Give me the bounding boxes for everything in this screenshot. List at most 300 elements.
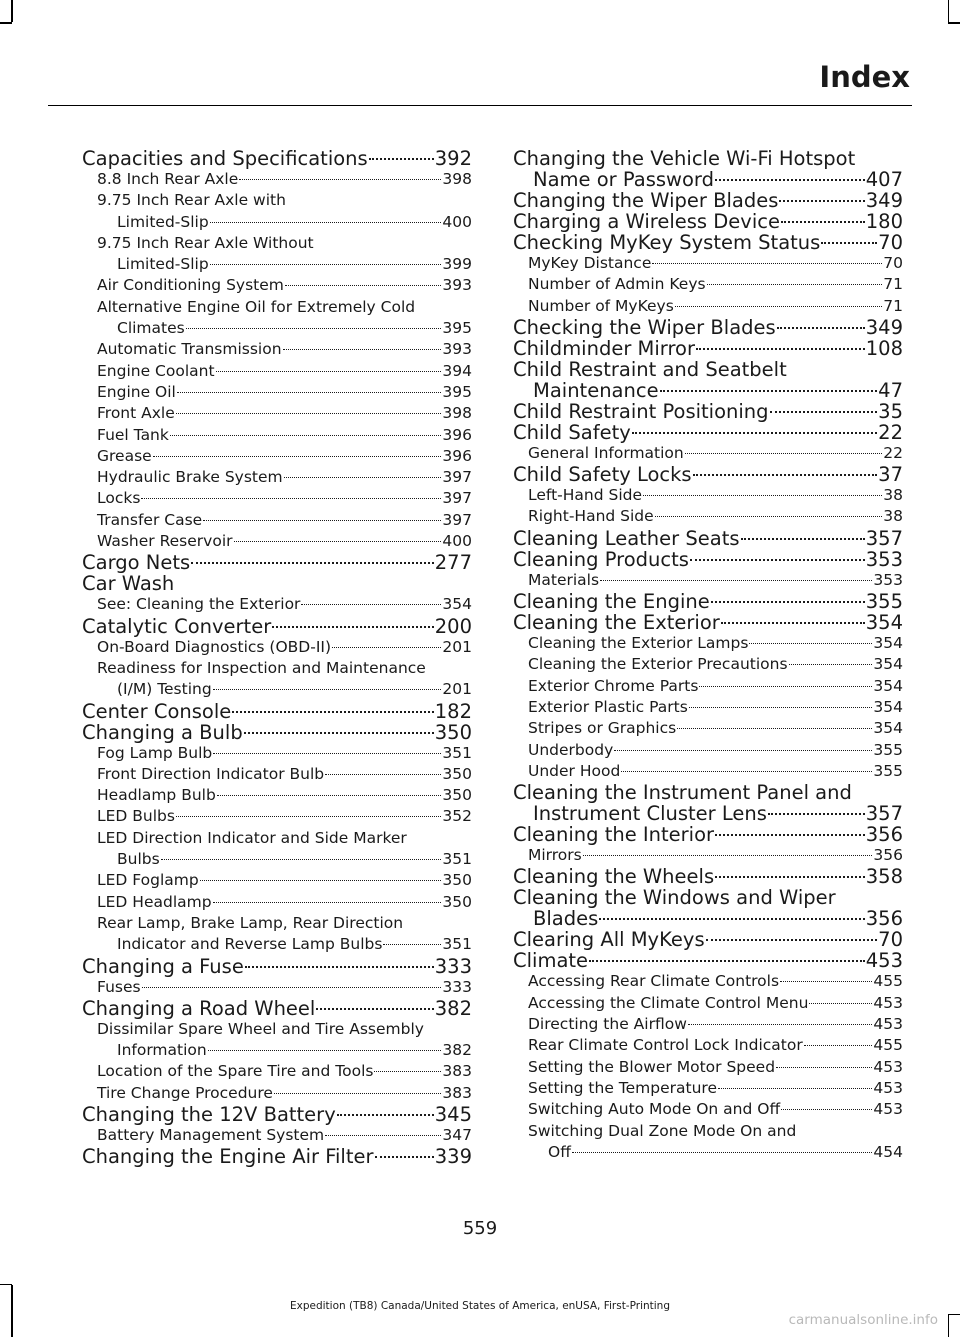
crop-mark-top-left-vertical [11, 0, 13, 22]
entry-text: Cleaning the Exterior Lamps [528, 634, 749, 653]
page-ref: 70 [878, 928, 903, 952]
index-subentry [513, 993, 903, 1014]
index-entry [513, 359, 903, 401]
index-subentry [513, 1099, 903, 1120]
entry-text: Fuses [97, 977, 141, 996]
index-subentry [513, 845, 903, 866]
entry-text: Right-Hand Side [528, 507, 654, 526]
page-ref: 349 [865, 189, 903, 212]
page-ref: 453 [873, 1100, 903, 1119]
index-entry [513, 866, 903, 887]
dot-leader [688, 1024, 873, 1025]
entry-text: Child Restraint and Seatbelt [513, 357, 787, 381]
dot-leader [777, 327, 865, 329]
page-ref: 339 [434, 1145, 472, 1169]
dot-leader [809, 1003, 872, 1004]
dot-leader [213, 689, 442, 690]
entry-text: Engine Coolant [97, 361, 215, 380]
entry-text: Indicator and Reverse Lamp Bulbs [117, 935, 383, 954]
page-ref: 396 [442, 425, 472, 444]
dot-leader [141, 498, 441, 499]
entry-text: Limited-Slip [117, 212, 209, 231]
entry-text: Air Conditioning System [97, 276, 284, 295]
page-ref: 355 [873, 761, 903, 780]
index-entry [513, 887, 903, 929]
index-subentry [513, 676, 903, 697]
entry-text: Tire Change Procedure [97, 1083, 273, 1102]
page-ref: 37 [878, 463, 903, 487]
entry-text: Accessing Rear Climate Controls [528, 972, 780, 991]
index-column-left [82, 148, 472, 1167]
entry-text: 8.8 Inch Rear Axle [97, 170, 239, 188]
index-subentry [82, 1061, 472, 1082]
dot-leader [600, 580, 872, 581]
dot-leader [191, 562, 434, 564]
index-subentry [513, 740, 903, 761]
dot-leader [711, 601, 865, 603]
index-subentry [513, 1057, 903, 1078]
entry-text: Limited-Slip [117, 255, 209, 274]
dot-leader [632, 432, 877, 434]
entry-text: Exterior Plastic Parts [528, 697, 688, 716]
entry-text: Changing the 12V Battery [82, 1102, 336, 1126]
index-entry [82, 1146, 472, 1167]
entry-text: Changing the Engine Air Filter [82, 1145, 374, 1169]
page-ref: 22 [878, 420, 903, 444]
dot-leader [749, 643, 872, 644]
dot-leader [589, 960, 865, 962]
dot-leader [776, 1067, 872, 1068]
page-ref: 453 [873, 1015, 903, 1034]
page-ref: 200 [434, 614, 472, 638]
dot-leader [781, 1109, 872, 1110]
index-entry [513, 591, 903, 612]
entry-text: See: Cleaning the Exterior [97, 595, 301, 614]
index-entry [513, 929, 903, 950]
index-subentry [82, 806, 472, 827]
page-ref: 453 [873, 1057, 903, 1076]
page-ref: 333 [442, 977, 472, 996]
page-ref: 392 [434, 147, 472, 170]
index-entry [82, 1104, 472, 1125]
entry-text: Changing the Wiper Blades [513, 189, 779, 212]
dot-leader [770, 411, 878, 413]
page-ref: 453 [873, 1078, 903, 1097]
dot-leader [186, 328, 442, 329]
index-entry [513, 782, 903, 824]
entry-text: On-Board Diagnostics (OBD-II) [97, 637, 332, 656]
dot-leader [369, 158, 434, 160]
dot-leader [789, 664, 873, 665]
dot-leader [208, 1050, 442, 1051]
page-ref: 400 [442, 212, 472, 231]
entry-text: Charging a Wireless Device [513, 210, 780, 233]
dot-leader [780, 981, 872, 982]
title-rule [48, 105, 912, 106]
dot-leader [217, 795, 442, 796]
page-ref: 354 [873, 697, 903, 716]
page-ref: 356 [865, 907, 903, 931]
dot-leader [804, 1045, 873, 1046]
entry-text: Catalytic Converter [82, 614, 272, 638]
page-ref: 354 [442, 595, 472, 614]
entry-text: Cleaning the Windows and Wiper [513, 886, 836, 910]
dot-leader [284, 477, 442, 478]
entry-text: Under Hood [528, 761, 621, 780]
index-subentry [82, 1019, 472, 1062]
page-ref: 350 [442, 892, 472, 911]
dot-leader [652, 263, 882, 264]
page-ref: 350 [442, 764, 472, 783]
page-ref: 358 [865, 865, 903, 889]
index-subentry [82, 425, 472, 446]
dot-leader [779, 200, 864, 202]
index-entry [513, 422, 903, 443]
page-ref: 393 [442, 276, 472, 295]
entry-text: (I/M) Testing [117, 680, 212, 699]
dot-leader [583, 855, 873, 856]
dot-leader [142, 987, 442, 988]
page-ref: 354 [873, 719, 903, 738]
entry-text: General Information [528, 443, 684, 462]
dot-leader [232, 711, 434, 713]
dot-leader [821, 242, 877, 244]
dot-leader [245, 966, 434, 968]
page-ref: 351 [442, 743, 472, 762]
crop-mark-bottom-left-horizontal [0, 1284, 12, 1286]
index-subentry [82, 828, 472, 871]
dot-leader [675, 306, 882, 307]
page-ref: 201 [442, 637, 472, 656]
index-subentry [82, 403, 472, 424]
index-subentry [82, 764, 472, 785]
index-subentry [82, 510, 472, 531]
entry-text: Climate [513, 949, 589, 973]
page-ref: 382 [442, 1041, 472, 1060]
page-ref: 354 [873, 676, 903, 695]
entry-text: Capacities and Specifications [82, 147, 368, 170]
page-ref: 397 [442, 510, 472, 529]
page-ref: 397 [442, 489, 472, 508]
dot-leader [210, 222, 442, 223]
index-entry [82, 616, 472, 637]
index-entry [513, 190, 903, 211]
index-subentry [82, 169, 472, 190]
page-ref: 351 [442, 850, 472, 869]
page-ref: 277 [434, 551, 472, 575]
page-ref: 398 [442, 170, 472, 188]
dot-leader [285, 285, 442, 286]
entry-text: Materials [528, 570, 600, 589]
entry-text: Front Axle [97, 404, 175, 423]
dot-leader [213, 753, 441, 754]
entry-text: Number of MyKeys [528, 296, 674, 315]
entry-text: Information [117, 1041, 207, 1060]
entry-text: Child Safety Locks [513, 463, 692, 487]
entry-text: Headlamp Bulb [97, 786, 216, 805]
entry-text: Switching Auto Mode On and Off [528, 1100, 781, 1119]
entry-text: Underbody [528, 740, 614, 759]
page-ref: 38 [883, 507, 903, 526]
index-entry [513, 401, 903, 422]
index-subentry [513, 296, 903, 317]
index-entry [513, 824, 903, 845]
index-subentry [82, 297, 472, 340]
dot-leader [153, 456, 442, 457]
entry-text: Locks [97, 489, 141, 508]
dot-leader [715, 876, 865, 878]
page-ref: 353 [865, 547, 903, 571]
dot-leader [325, 774, 441, 775]
entry-text: Changing a Road Wheel [82, 996, 316, 1020]
index-entry [513, 612, 903, 633]
entry-text: Setting the Temperature [528, 1078, 717, 1097]
index-entry [82, 701, 472, 722]
entry-text: Left-Hand Side [528, 486, 643, 505]
dot-leader [599, 918, 864, 920]
page-ref: 350 [442, 871, 472, 890]
entry-text: Cleaning the Exterior Precautions [528, 655, 788, 674]
index-subentry [82, 892, 472, 913]
entry-text: Location of the Spare Tire and Tools [97, 1062, 374, 1081]
page-ref: 354 [873, 634, 903, 653]
page-ref: 345 [434, 1102, 472, 1126]
index-entry [82, 148, 472, 169]
index-subentry [513, 1121, 903, 1164]
entry-text: Cleaning the Engine [513, 590, 710, 614]
index-subentry [82, 1125, 472, 1146]
entry-text: Changing a Bulb [82, 720, 243, 744]
entry-text: Cleaning the Exterior [513, 611, 720, 635]
page-ref: 407 [865, 168, 903, 191]
index-subentry [82, 637, 472, 658]
index-subentry [513, 1014, 903, 1035]
page-ref: 354 [865, 611, 903, 635]
entry-text: Cleaning the Interior [513, 823, 715, 847]
dot-leader [572, 1152, 873, 1153]
page-ref: 383 [442, 1083, 472, 1102]
entry-text: Hydraulic Brake System [97, 468, 283, 487]
index-subentry [513, 1035, 903, 1056]
entry-text: LED Foglamp [97, 871, 199, 890]
page-ref: 35 [878, 399, 903, 423]
index-entry [513, 950, 903, 971]
dot-leader [316, 1008, 433, 1010]
page-ref: 383 [442, 1062, 472, 1081]
index-subentry [82, 531, 472, 552]
dot-leader [213, 902, 442, 903]
dot-leader [706, 939, 878, 941]
dot-leader [721, 622, 865, 624]
page-ref: 453 [865, 949, 903, 973]
footer-edition: Expedition (TB8) Canada/United States of America, enUSA, First-Printing [289, 1300, 670, 1312]
page-ref: 333 [434, 954, 472, 978]
entry-text: Rear Climate Control Lock Indicator [528, 1036, 803, 1055]
entry-text: Cleaning Products [513, 547, 689, 571]
page-ref: 357 [865, 802, 903, 826]
page-ref: 396 [442, 446, 472, 465]
dot-leader [234, 541, 442, 542]
entry-text: Transfer Case [97, 510, 203, 529]
dot-leader [216, 371, 442, 372]
index-subentry [82, 233, 472, 276]
index-subentry [513, 485, 903, 506]
dot-leader [655, 516, 883, 517]
crop-mark-top-right-horizontal [948, 22, 960, 24]
dot-leader [200, 880, 442, 881]
dot-leader [715, 834, 865, 836]
page-ref: 356 [865, 823, 903, 847]
page-ref: 71 [883, 296, 903, 315]
entry-text: Maintenance [533, 378, 659, 402]
page-ref: 71 [883, 275, 903, 294]
page-ref: 398 [442, 404, 472, 423]
page-ref: 201 [442, 680, 472, 699]
index-entry [513, 338, 903, 359]
index-entry [82, 998, 472, 1019]
page-ref: 22 [883, 443, 903, 462]
page-ref: 70 [878, 231, 903, 254]
page-ref: 47 [878, 378, 903, 402]
index-subentry [82, 275, 472, 296]
index-subentry [82, 361, 472, 382]
entry-text: Changing a Fuse [82, 954, 244, 978]
dot-leader [177, 392, 442, 393]
dot-leader [690, 559, 865, 561]
dot-leader [781, 221, 865, 223]
crop-mark-bottom-right-horizontal [948, 1314, 960, 1316]
entry-text: Readiness for Inspection and Maintenance [97, 658, 426, 677]
index-subentry [82, 913, 472, 956]
entry-text: Fog Lamp Bulb [97, 743, 213, 762]
dot-leader [660, 390, 878, 392]
dot-leader [210, 264, 442, 265]
index-entry [513, 148, 903, 190]
crop-mark-top-left-horizontal [0, 22, 12, 24]
dot-leader [614, 750, 872, 751]
dot-leader [718, 1088, 872, 1089]
entry-text: Cleaning Leather Seats [513, 526, 740, 550]
entry-text: Off [548, 1142, 571, 1161]
index-entry [513, 317, 903, 338]
dot-leader [301, 604, 441, 605]
entry-text: Stripes or Graphics [528, 719, 677, 738]
dot-leader [677, 728, 872, 729]
index-entry [513, 464, 903, 485]
entry-text: Clearing All MyKeys [513, 928, 705, 952]
index-column-right [513, 148, 903, 1163]
index-entry [513, 211, 903, 232]
entry-text: MyKey Distance [528, 254, 652, 272]
index-subentry [82, 488, 472, 509]
crop-mark-bottom-right-vertical [948, 1315, 950, 1337]
page-ref: 70 [883, 254, 903, 272]
entry-text: LED Bulbs [97, 807, 175, 826]
page-ref: 455 [873, 972, 903, 991]
page-ref: 454 [873, 1142, 903, 1161]
entry-text: Child Restraint Positioning [513, 399, 769, 423]
index-subentry [82, 339, 472, 360]
entry-text: Center Console [82, 699, 232, 723]
index-subentry [82, 870, 472, 891]
dot-leader [161, 859, 442, 860]
entry-text: LED Direction Indicator and Side Marker [97, 828, 407, 847]
page-number: 559 [462, 1218, 498, 1239]
dot-leader [693, 474, 878, 476]
page-ref: 400 [442, 532, 472, 551]
entry-text: Directing the Airflow [528, 1015, 687, 1034]
entry-text: Alternative Engine Oil for Extremely Cold [97, 297, 416, 316]
index-subentry [82, 1083, 472, 1104]
entry-text: Child Safety [513, 420, 631, 444]
entry-text: Checking the Wiper Blades [513, 315, 776, 339]
page-ref: 394 [442, 361, 472, 380]
dot-leader [643, 495, 882, 496]
page-ref: 351 [442, 935, 472, 954]
page-ref: 356 [873, 846, 903, 865]
index-subentry [513, 761, 903, 782]
page-ref: 182 [434, 699, 472, 723]
dot-leader [621, 771, 872, 772]
entry-text: Engine Oil [97, 382, 176, 401]
page-ref: 350 [442, 786, 472, 805]
entry-text: Climates [117, 319, 185, 338]
dot-leader [272, 626, 434, 628]
index-subentry [82, 446, 472, 467]
index-entry [513, 549, 903, 570]
page-ref: 108 [865, 336, 903, 360]
dot-leader [696, 348, 865, 350]
entry-text: Front Direction Indicator Bulb [97, 764, 325, 783]
index-subentry [82, 743, 472, 764]
page-ref: 355 [873, 740, 903, 759]
entry-text: Checking MyKey System Status [513, 231, 821, 254]
dot-leader [689, 707, 873, 708]
entry-text: Fuel Tank [97, 425, 169, 444]
dot-leader [176, 413, 442, 414]
dot-leader [337, 1114, 434, 1116]
entry-text: Mirrors [528, 846, 582, 865]
entry-text: Rear Lamp, Brake Lamp, Rear Direction [97, 913, 404, 932]
page-ref: 349 [865, 315, 903, 339]
dot-leader [274, 1093, 441, 1094]
entry-text: Automatic Transmission [97, 340, 282, 359]
dot-leader [741, 538, 865, 540]
entry-text: Battery Management System [97, 1125, 325, 1144]
index-subentry [82, 467, 472, 488]
index-subentry [513, 570, 903, 591]
dot-leader [685, 453, 883, 454]
entry-text: 9.75 Inch Rear Axle with [97, 191, 286, 210]
entry-text: Washer Reservoir [97, 532, 233, 551]
entry-text: Name or Password [533, 168, 714, 191]
index-subentry [82, 785, 472, 806]
index-subentry [513, 971, 903, 992]
page-ref: 347 [442, 1125, 472, 1144]
page-ref: 395 [442, 319, 472, 338]
index-subentry [513, 1078, 903, 1099]
entry-text: Changing the Vehicle Wi-Fi Hotspot [513, 147, 856, 170]
index-subentry [513, 697, 903, 718]
page-ref: 455 [873, 1036, 903, 1055]
dot-leader [170, 435, 442, 436]
index-subentry [82, 382, 472, 403]
page-ref: 38 [883, 486, 903, 505]
entry-text: Cargo Nets [82, 551, 191, 575]
entry-text: Exterior Chrome Parts [528, 676, 699, 695]
index-entry [82, 722, 472, 743]
entry-text: Cleaning the Instrument Panel and [513, 781, 852, 805]
